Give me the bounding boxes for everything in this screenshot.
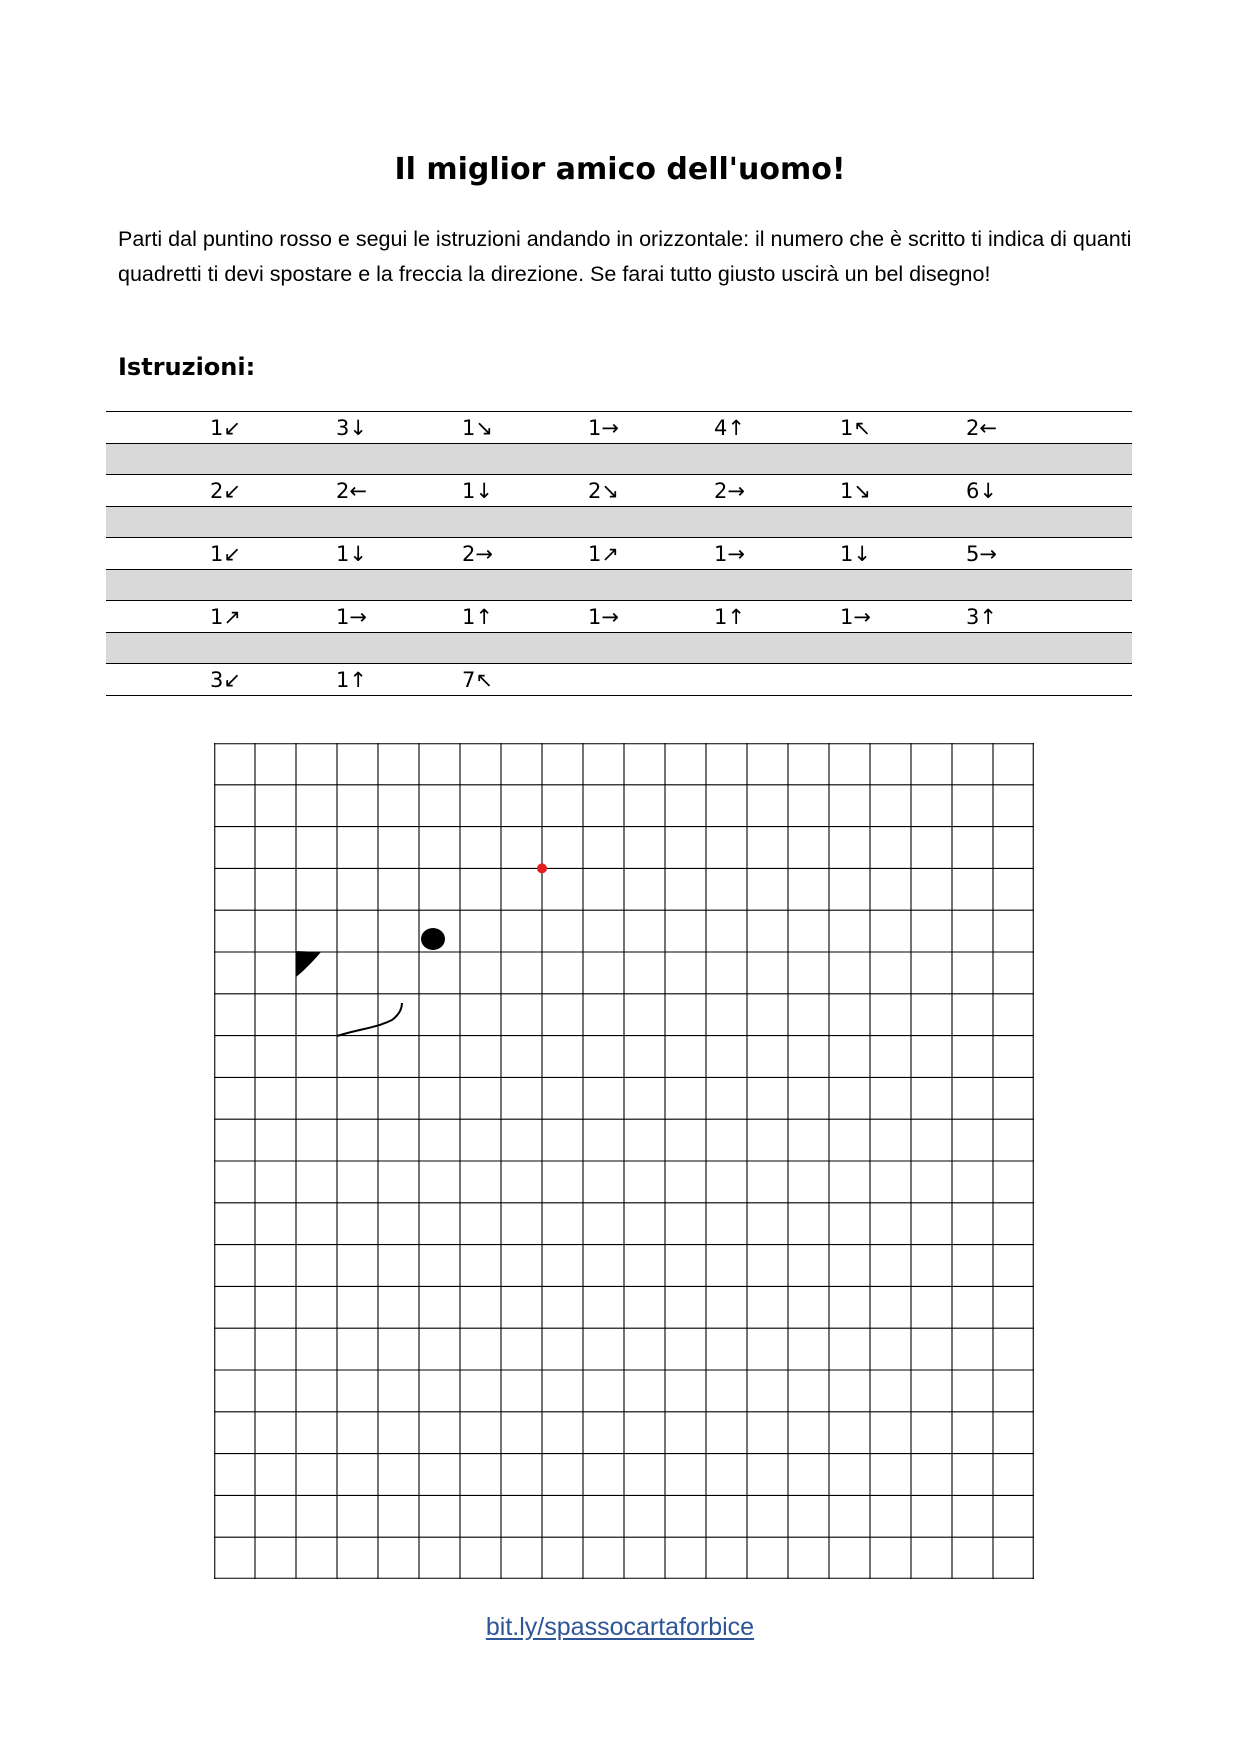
ear-shape [296,951,321,977]
step-cell: 2→ [462,542,493,566]
instructions-row [106,474,1132,506]
step-cell: 2← [336,479,367,503]
step-cell: 1↑ [336,668,367,692]
eye-shape [421,928,445,950]
step-cell: 1↙ [210,542,241,566]
step-cell: 1↓ [840,542,871,566]
drawing-grid [214,743,1034,1579]
step-cell: 1↘ [462,416,493,440]
step-cell: 1↗ [210,605,241,629]
step-cell: 2↘ [588,479,619,503]
shaded-spacer-row [106,569,1132,600]
grid-lines [214,743,1034,1579]
step-cell: 1↘ [840,479,871,503]
shaded-spacer-row [106,632,1132,663]
step-cell: 1↗ [588,542,619,566]
instructions-row [106,663,1132,696]
step-cell: 1↑ [714,605,745,629]
step-cell: 1→ [588,416,619,440]
step-cell: 1↙ [210,416,241,440]
step-cell: 7↖ [462,668,493,692]
start-dot [537,863,547,873]
step-cell: 1→ [336,605,367,629]
step-cell: 1→ [714,542,745,566]
step-cell: 1↓ [336,542,367,566]
instructions-row [106,411,1132,443]
step-cell: 2→ [714,479,745,503]
shaded-spacer-row [106,443,1132,474]
step-cell: 1↓ [462,479,493,503]
instructions-row [106,600,1132,632]
step-cell: 1↖ [840,416,871,440]
step-cell: 1→ [840,605,871,629]
page-title: Il miglior amico dell'uomo! [394,152,846,187]
instructions-row [106,537,1132,569]
shaded-spacer-row [106,506,1132,537]
step-cell: 6↓ [966,479,997,503]
step-cell: 2← [966,416,997,440]
footer-link[interactable]: bit.ly/spassocartaforbice [485,1613,755,1641]
step-cell: 3↙ [210,668,241,692]
instructions-table [106,411,1132,696]
step-cell: 1↑ [462,605,493,629]
mouth-line [337,1003,402,1036]
step-cell: 2↙ [210,479,241,503]
step-cell: 1→ [588,605,619,629]
instructions-heading: Istruzioni: [118,353,256,381]
step-cell: 3↓ [336,416,367,440]
step-cell: 4↑ [714,416,745,440]
intro-paragraph: Parti dal puntino rosso e segui le istruzioni andando in orizzontale: il numero che è scritto ti indica di quanti quadretti ti devi spostare e la freccia la direzione. Se farai tutto giusto uscirà un bel disegno! [118,227,1132,286]
step-cell: 5→ [966,542,997,566]
step-cell: 3↑ [966,605,997,629]
